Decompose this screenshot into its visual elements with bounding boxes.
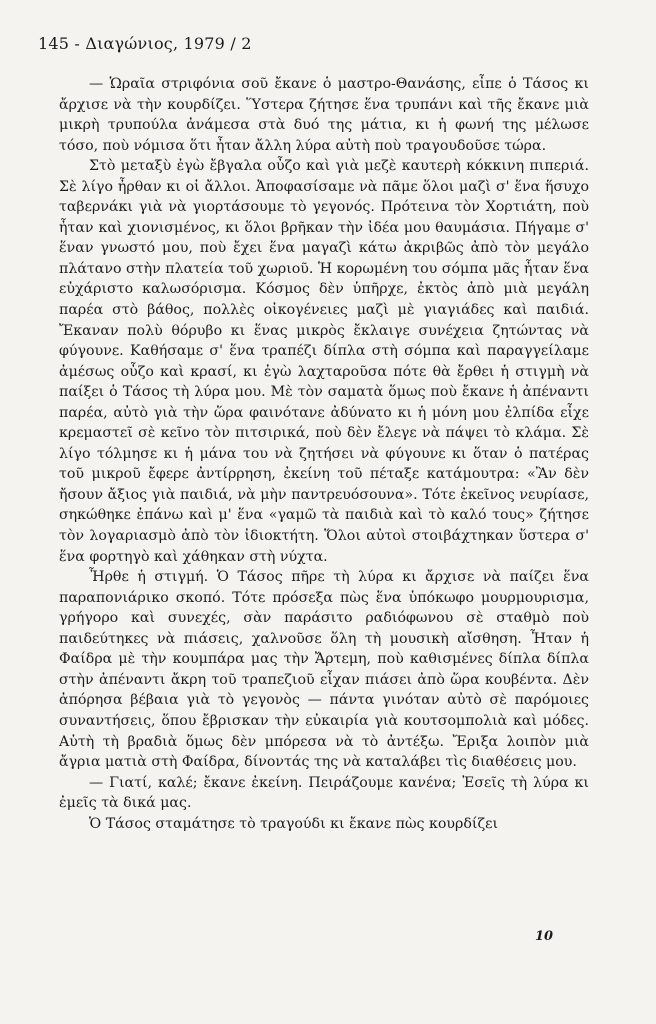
- paragraph: Στὸ μεταξὺ ἐγὼ ἔβγαλα οὖζο καὶ γιὰ μεζὲ καυτερὴ κόκκινη πιπεριά. Σὲ λίγο ἦρθαν κι οἱ ἄλλοι. Ἀποφασίσαμε νὰ πᾶμε ὅλοι μαζὶ σ' ἕνα ἥσυχο ταβερνάκι γιὰ νὰ γιορτάσουμε τὸ γεγονός. Πρότεινα τὸν Χορτιάτη, ποὺ ἦταν καὶ χιονισμένος, κι ὅλοι βρῆκαν τὴν ἰδέα μου θαυμάσια. Πήγαμε σ' ἕναν γνωστό μου, ποὺ ἔχει ἕνα μαγαζὶ κάτω ἀκριβῶς ἀπὸ τὸν μεγάλο πλάτανο στὴν πλατεία τοῦ χωριοῦ. Ἡ κορωμένη του σόμπα μᾶς ἦταν ἕνα εὐχάριστο καλωσόρισμα. Κόσμος δὲν ὑπῆρχε, ἐκτὸς ἀπὸ μιὰ μεγάλη παρέα στὸ βάθος, πολλὲς οἰκογένειες μαζὶ μὲ γιαγιάδες καὶ παιδιά. Ἔκαναν πολὺ θόρυβο κι ἕνας μικρὸς ἔκλαιγε συνέχεια ζητώντας νὰ φύγουνε. Καθήσαμε σ' ἕνα τραπέζι δίπλα στὴ σόμπα καὶ παραγγείλαμε ἀμέσως οὖζο καὶ κρασί, κι ἐγὼ λαχταροῦσα πότε θὰ ἔρθει ἡ στιγμὴ νὰ παίξει ὁ Τάσος τὴ λύρα μου. Μὲ τὸν σαματὰ ὅμως ποὺ ἔκανε ἡ ἀπέναντι παρέα, αὐτὸ γιὰ τὴν ὥρα φαινότανε ἀδύνατο κι ἡ μόνη μου ἐλπίδα εἶχε κρεμαστεῖ σὲ κεῖνο τὸν πιτσιρικά, ποὺ δὲν ἔλεγε νὰ πάψει τὸ κλάμα. Σὲ λίγο τόλμησε κι ἡ μάνα του νὰ ζητήσει νὰ φύγουνε κι ὅταν ὁ πατέρας τοῦ μικροῦ ἔφερε ἀντίρρηση, ἐκείνη τοῦ πέταξε κατάμουτρα: «Ἂν δὲν ἤσουν ἄξιος γιὰ παιδιά, νὰ μὴν παντρευόσουνα». Τότε ἐκεῖνος νευρίασε, σηκώθηκε ἐπάνω καὶ μ' ἕνα «γαμῶ τὰ παιδιὰ καὶ τὸ καλό τους» ζήτησε τὸν λογαριασμὸ ἀπὸ τὸν ἰδιοκτήτη. Ὅλοι αὐτοὶ στοιβάχτηκαν ὕστερα σ' ἕνα φορτηγὸ καὶ χάθηκαν στὴ νύχτα.: [59, 158, 589, 565]
- paragraph: — Γιατί, καλέ; ἔκανε ἐκείνη. Πειράζουμε κανένα; Ἐσεῖς τὴ λύρα κι ἐμεῖς τὰ δικά μας.: [59, 774, 589, 812]
- body-text: [59, 74, 589, 834]
- running-header: 145 - Διαγώνιος, 1979 / 2: [38, 34, 252, 53]
- paragraph: — Ὡραῖα στριφόνια σοῦ ἔκανε ὁ μαστρο-Θανάσης, εἶπε ὁ Τάσος κι ἄρχισε νὰ τὴν κουρδίζει. Ὕστερα ζήτησε ἕνα τρυπάνι καὶ τῆς ἔκανε μιὰ μικρὴ τρυπούλα ἀνάμεσα στὰ δυό της μάτια, κι ἡ φωνή της μέλωσε τόσο, ποὺ νόμισα ὅτι ἦταν ἄλλη λύρα αὐτὴ ποὺ τραγουδοῦσε τώρα.: [59, 76, 589, 154]
- paragraph: Ἦρθε ἡ στιγμή. Ὁ Τάσος πῆρε τὴ λύρα κι ἄρχισε νὰ παίζει ἕνα παραπονιάρικο σκοπό. Τότε πρόσεξα πὼς ἕνα ὑπόκωφο μουρμουρισμα, γρήγορο καὶ συνεχές, σὰν παράσιτο ραδιόφωνου σὲ σταθμὸ ποὺ παιδεύτηκες νὰ πιάσεις, χαλνοῦσε ὅλη τὴ μουσικὴ αἴσθηση. Ἦταν ἡ Φαίδρα μὲ τὴν κουμπάρα μας τὴν Ἄρτεμη, ποὺ καθισμένες δίπλα δίπλα στὴν ἀπέναντι ἄκρη τοῦ τραπεζιοῦ εἶχαν πιάσει ἀπὸ ὥρα κουβέντα. Δὲν ἀπόρησα βέβαια γιὰ τὸ γεγονὸς — πάντα γινόταν αὐτὸ σὲ παρόμοιες συναντήσεις, ὅπου ἔβρισκαν τὴν εὐκαιρία γιὰ κουτσομπολιὰ καὶ μόδες. Αὐτὴ τὴ βραδιὰ ὅμως δὲν μπόρεσα νὰ τὸ ἀντέξω. Ἔριξα λοιπὸν μιὰ ἄγρια ματιὰ στὴ Φαίδρα, δίνοντάς της νὰ καταλάβει τὶς διαθέσεις μου.: [59, 569, 589, 771]
- page-number: 10: [535, 929, 554, 944]
- paragraph: Ὁ Τάσος σταμάτησε τὸ τραγούδι κι ἔκανε πὼς κουρδίζει: [89, 815, 499, 832]
